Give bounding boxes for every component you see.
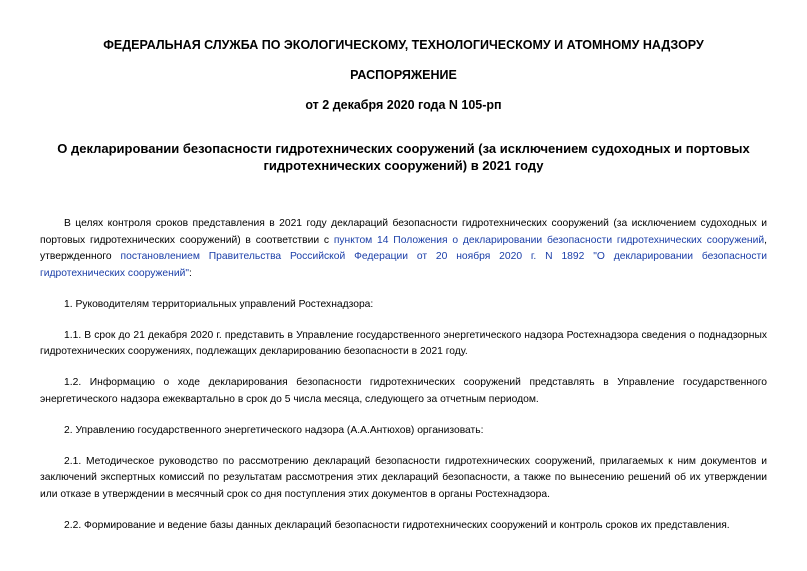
preamble-text-mid: , утвержденного — [40, 234, 767, 262]
government-decree-link[interactable]: постановлением Правительства Российской Федерации от 20 ноября 2020 г. N 1892 "О декларировании безопасности гидротехнических сооружений" — [40, 251, 767, 279]
preamble-text-end: : — [189, 267, 192, 279]
preamble-paragraph — [40, 216, 767, 282]
document-title: О декларировании безопасности гидротехнических сооружений (за исключением судоходных и портовых гидротехнических сооружений) в 2021 году — [57, 141, 750, 173]
paragraph-1-2: 1.2. Информацию о ходе декларирования безопасности гидротехнических сооружений представлять в Управление государственного энергетического надзора ежеквартально в срок до 5 числа месяца, следующего за отчетным периодом. — [40, 377, 767, 405]
agency-name: ФЕДЕРАЛЬНАЯ СЛУЖБА ПО ЭКОЛОГИЧЕСКОМУ, ТЕХНОЛОГИЧЕСКОМУ И АТОМНОМУ НАДЗОРУ — [103, 38, 704, 52]
paragraph-2-2: 2.2. Формирование и ведение базы данных деклараций безопасности гидротехнических сооружений и контроль сроков их представления. — [64, 519, 730, 531]
document-body — [40, 216, 767, 549]
paragraph-2-1: 2.1. Методическое руководство по рассмотрению деклараций безопасности гидротехнических сооружений, прилагаемых к ним документов и заключений экспертных комиссий по результатам рассмотрения этих деклараций безопасности, а также по вынесению решений об их утверждении или отказе в утверждении в месячный срок со дня поступления этих документов в органы Ростехнадзора. — [40, 455, 767, 500]
paragraph-1-1: 1.1. В срок до 21 декабря 2020 г. представить в Управление государственного энергетического надзора Ростехнадзора сведения о поднадзорных гидротехнических сооружениях, подлежащих декларированию безопасности в 2021 году. — [40, 329, 767, 357]
preamble-text-start: В целях контроля сроков представления в 2021 году деклараций безопасности гидротехнических сооружений (за исключением судоходных и портовых гидротехнических сооружений) в соответствии с — [40, 218, 767, 246]
paragraph-1: 1. Руководителям территориальных управлений Ростехнадзора: — [64, 298, 374, 310]
regulation-link[interactable]: пунктом 14 Положения о декларировании безопасности гидротехнических сооружений — [333, 234, 765, 246]
document-type: РАСПОРЯЖЕНИЕ — [350, 68, 457, 82]
paragraph-2: 2. Управлению государственного энергетического надзора (А.А.Антюхов) организовать: — [64, 424, 484, 436]
document-date: от 2 декабря 2020 года N 105-рп — [305, 98, 502, 112]
